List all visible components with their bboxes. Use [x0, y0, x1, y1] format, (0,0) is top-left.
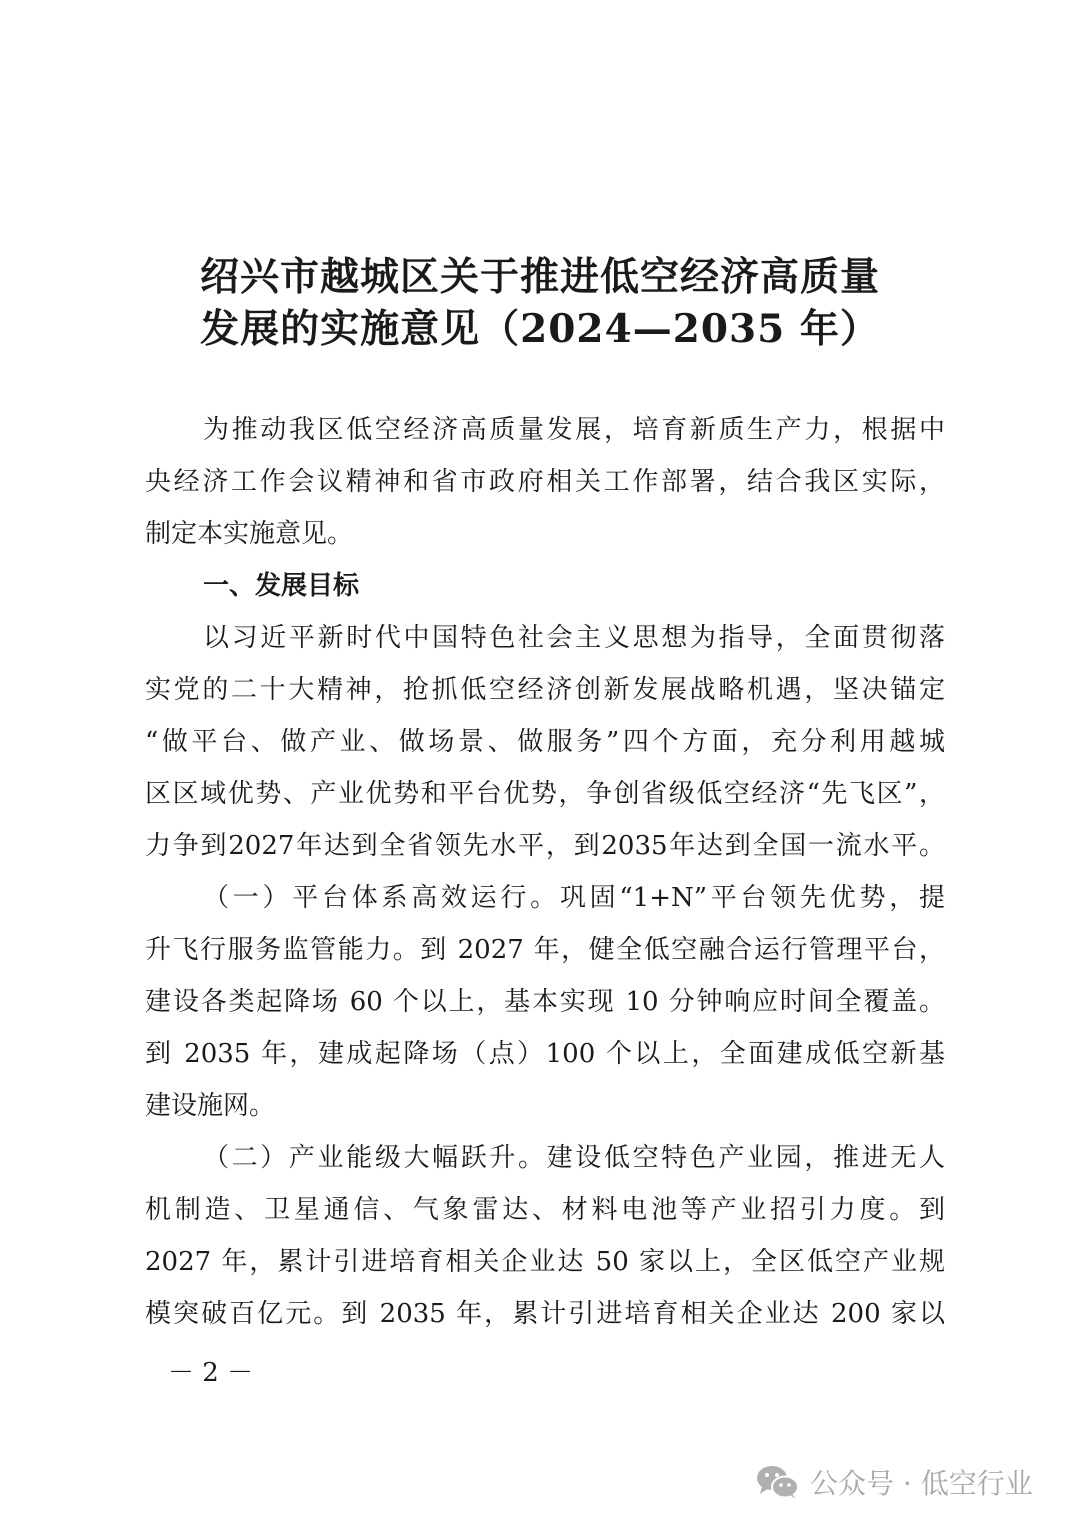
- text-line: （一）平台体系高效运行。巩固“1+N”平台领先优势，提: [203, 883, 945, 913]
- text-line: 力争到2027年达到全省领先水平，到2035年达到全国一流水平。: [145, 831, 945, 861]
- text-line: 制定本实施意见。: [145, 519, 354, 549]
- text-line: 建设各类起降场 60 个以上，基本实现 10 分钟响应时间全覆盖。: [145, 987, 945, 1017]
- text-line: “做平台、做产业、做场景、做服务”四个方面，充分利用越城: [145, 727, 945, 757]
- document-title-line-1: 绍兴市越城区关于推进低空经济高质量: [199, 254, 880, 300]
- document-title-line-2: 发展的实施意见（2024—2035 年）: [200, 306, 880, 352]
- text-line: 2027 年，累计引进培育相关企业达 50 家以上，全区低空产业规: [145, 1247, 945, 1277]
- text-line: 升飞行服务监管能力。到 2027 年，健全低空融合运行管理平台，: [145, 935, 945, 965]
- page-number: － 2 －: [168, 1358, 254, 1388]
- text-line: 为推动我区低空经济高质量发展，培育新质生产力，根据中: [203, 415, 945, 445]
- text-line: 机制造、卫星通信、气象雷达、材料电池等产业招引力度。到: [145, 1195, 945, 1225]
- text-line: （二）产业能级大幅跃升。建设低空特色产业园，推进无人: [203, 1143, 945, 1173]
- text-line: 模突破百亿元。到 2035 年，累计引进培育相关企业达 200 家以: [145, 1299, 945, 1329]
- text-line: 到 2035 年，建成起降场（点）100 个以上，全面建成低空新基: [145, 1039, 945, 1069]
- wechat-icon: [756, 1464, 800, 1500]
- watermark: [756, 1462, 1033, 1502]
- text-line: 以习近平新时代中国特色社会主义思想为指导，全面贯彻落: [203, 623, 945, 653]
- text-line: 央经济工作会议精神和省市政府相关工作部署，结合我区实际，: [145, 467, 945, 497]
- watermark-text: 公众号 · 低空行业: [810, 1467, 1033, 1500]
- text-line: 实党的二十大精神，抢抓低空经济创新发展战略机遇，坚决锚定: [145, 675, 945, 705]
- section-heading: 一、发展目标: [203, 571, 360, 601]
- text-line: 建设施网。: [145, 1091, 276, 1121]
- text-line: 区区域优势、产业优势和平台优势，争创省级低空经济“先飞区”，: [145, 779, 945, 809]
